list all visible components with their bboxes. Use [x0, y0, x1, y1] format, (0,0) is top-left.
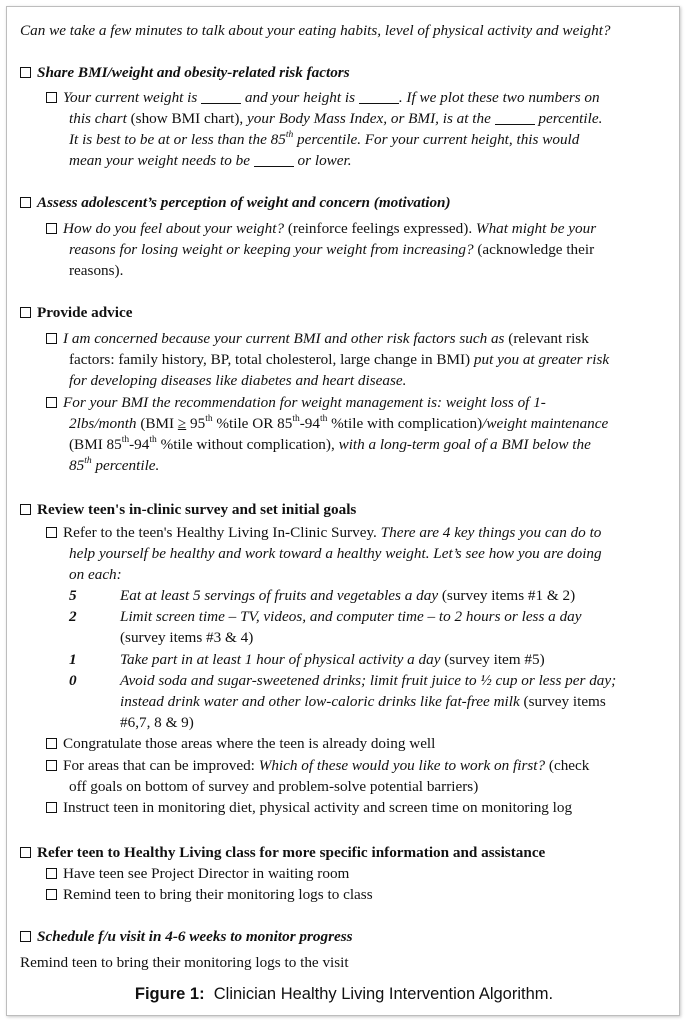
review-item-refer: Refer to the teen's Healthy Living In-Clinic Survey. There are 4 key things you can do to: [46, 522, 601, 543]
advice-item-recommendation: For your BMI the recommendation for weight management is: weight loss of 1-: [46, 392, 546, 413]
advice-recommendation-line2: 2lbs/month (BMI ≥ 95th %tile OR 85th-94th %tile with complication)/weight maintenance: [69, 414, 609, 432]
intro-question: Can we take a few minutes to talk about your eating habits, level of physical activity and weight?: [20, 22, 611, 39]
item-checkbox[interactable]: [46, 333, 57, 344]
item-checkbox[interactable]: [46, 868, 57, 879]
section-checkbox[interactable]: [20, 197, 31, 208]
goal-score: 5: [69, 587, 77, 604]
section-assess-perception: Assess adolescent’s perception of weight and concern (motivation): [20, 192, 451, 213]
percentile-blank: [495, 124, 535, 125]
share-bmi-item: Your current weight is and your height is . If we plot these two numbers on: [46, 87, 600, 108]
goal-fruits-vegetables: Eat at least 5 servings of fruits and vegetables a day (survey items #1 & 2): [120, 587, 576, 604]
assess-line3: reasons).: [69, 262, 124, 279]
item-checkbox[interactable]: [46, 92, 57, 103]
goal-soda-line2: instead drink water and other low-caloric drinks like fat-free milk (survey items: [120, 693, 606, 710]
goal-score: 1: [69, 651, 77, 668]
item-checkbox[interactable]: [46, 397, 57, 408]
advice-recommendation-line3: (BMI 85th-94th %tile without complication), with a long-term goal of a BMI below the: [69, 435, 591, 453]
assess-line2: reasons for losing weight or keeping your weight from increasing? (acknowledge their: [69, 241, 595, 258]
review-refer-line2: help yourself be healthy and work toward a healthy weight. Let’s see how you are doing: [69, 545, 602, 562]
goal-screen-time-items: (survey items #3 & 4): [120, 629, 254, 646]
goal-physical-activity: Take part in at least 1 hour of physical activity a day (survey item #5): [120, 651, 545, 668]
weight-blank: [201, 103, 241, 104]
item-checkbox[interactable]: [46, 889, 57, 900]
goal-score: 2: [69, 608, 77, 625]
section-review-survey: Review teen's in-clinic survey and set initial goals: [20, 499, 356, 520]
section-refer-class: Refer teen to Healthy Living class for more specific information and assistance: [20, 842, 545, 863]
review-item-congratulate: Congratulate those areas where the teen is already doing well: [46, 733, 435, 754]
item-checkbox[interactable]: [46, 223, 57, 234]
share-bmi-line2: this chart (show BMI chart), your Body Mass Index, or BMI, is at the percentile.: [69, 110, 603, 127]
advice-recommendation-line4: 85th percentile.: [69, 456, 160, 474]
review-item-instruct: Instruct teen in monitoring diet, physical activity and screen time on monitoring log: [46, 797, 572, 818]
figure-label: Figure 1:: [134, 985, 205, 1003]
item-checkbox[interactable]: [46, 527, 57, 538]
advice-concern-line2: factors: family history, BP, total cholesterol, large change in BMI) put you at greater risk: [69, 351, 610, 368]
goal-soda-line3: #6,7, 8 & 9): [120, 714, 194, 731]
figure-title: Clinician Healthy Living Intervention Algorithm.: [213, 985, 554, 1003]
section-checkbox[interactable]: [20, 307, 31, 318]
figure-caption: [0, 985, 688, 1004]
section-checkbox[interactable]: [20, 504, 31, 515]
share-bmi-line3: It is best to be at or less than the 85th percentile. For your current height, this would: [69, 130, 580, 148]
section-checkbox[interactable]: [20, 931, 31, 942]
advice-item-concern: I am concerned because your current BMI and other risk factors such as (relevant risk: [46, 328, 589, 349]
section-provide-advice: Provide advice: [20, 302, 132, 323]
section-share-bmi: Share BMI/weight and obesity-related risk factors: [20, 62, 350, 83]
advice-concern-line3: for developing diseases like diabetes and heart disease.: [69, 372, 407, 389]
section-checkbox[interactable]: [20, 847, 31, 858]
height-blank: [359, 103, 399, 104]
section-checkbox[interactable]: [20, 67, 31, 78]
item-checkbox[interactable]: [46, 760, 57, 771]
assess-item: How do you feel about your weight? (reinforce feelings expressed). What might be your: [46, 218, 596, 239]
review-refer-line3: on each:: [69, 566, 122, 583]
review-item-improve: For areas that can be improved: Which of these would you like to work on first? (check: [46, 755, 589, 776]
refer-item-logs: Remind teen to bring their monitoring logs to class: [46, 884, 373, 905]
goal-screen-time: Limit screen time – TV, videos, and computer time – to 2 hours or less a day: [120, 608, 582, 625]
review-improve-line2: off goals on bottom of survey and problem-solve potential barriers): [69, 778, 479, 795]
target-weight-blank: [254, 166, 294, 167]
goal-soda: Avoid soda and sugar-sweetened drinks; limit fruit juice to ½ cup or less per day;: [120, 672, 617, 689]
share-bmi-line4: mean your weight needs to be or lower.: [69, 152, 352, 169]
item-checkbox[interactable]: [46, 738, 57, 749]
goal-score: 0: [69, 672, 77, 689]
followup-reminder: Remind teen to bring their monitoring logs to the visit: [20, 954, 349, 971]
item-checkbox[interactable]: [46, 802, 57, 813]
section-schedule-followup: Schedule f/u visit in 4-6 weeks to monitor progress: [20, 926, 353, 947]
refer-item-director: Have teen see Project Director in waiting room: [46, 863, 349, 884]
